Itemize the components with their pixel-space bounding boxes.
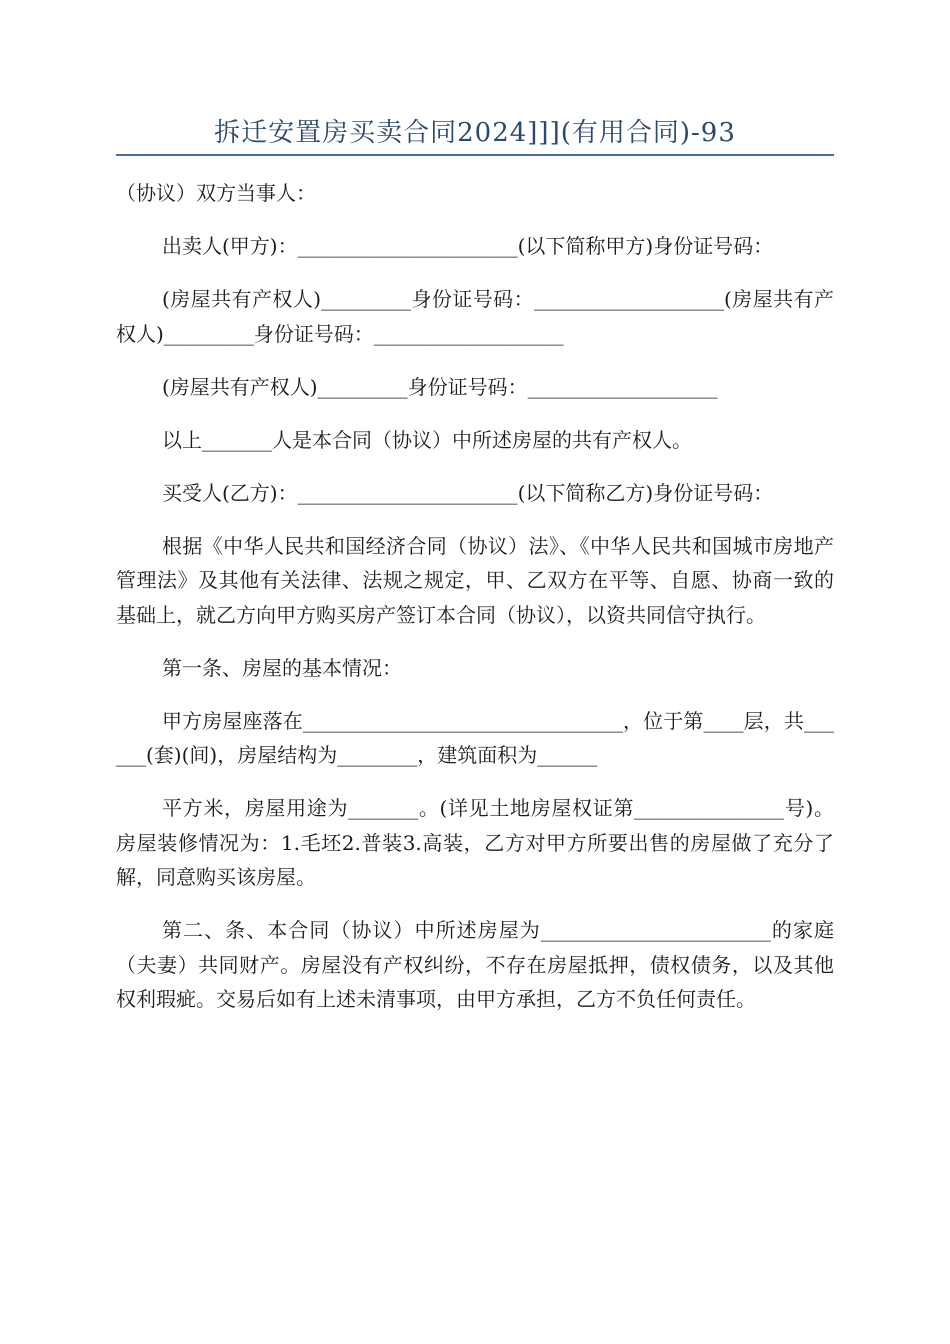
paragraph-co-owners-count: 以上_______人是本合同（协议）中所述房屋的共有产权人。 [162,427,692,452]
title-underline [116,154,834,156]
paragraph-article-2: 第二、条、本合同（协议）中所述房屋为_______________________的家庭（夫妻）共同财产。房屋没有产权纠纷，不存在房屋抵押，债权债务，以及其他权利瑕疵。交易后如有上述未清事项，由甲方承担，乙方不负任何责任。 [116,918,834,1011]
paragraph-house-usage: 平方米，房屋用途为_______。(详见土地房屋权证第_______________号)。房屋装修情况为：1.毛坯2.普装3.高装，乙方对甲方所要出售的房屋做了充分了解，同意购买该房屋。 [116,796,834,889]
paragraph-legal-basis: 根据《中华人民共和国经济合同（协议）法》、《中华人民共和国城市房地产管理法》及其他有关法律、法规之规定，甲、乙双方在平等、自愿、协商一致的基础上，就乙方向甲方购买房产签订本合同（协议），以资共同信守执行。 [116,533,834,627]
paragraph-house-location: 甲方房屋座落在________________________________，位于第____层，共______(套)(间)，房屋结构为________，建筑面积为______ [116,708,834,767]
document-body [116,176,834,1035]
paragraph-parties-heading: （协议）双方当事人： [116,181,316,205]
paragraph-article-1-heading: 第一条、房屋的基本情况： [162,655,402,680]
paragraph-buyer: 买受人(乙方)：______________________(以下简称乙方)身份证号码： [162,480,774,505]
paragraph-seller: 出卖人(甲方)：______________________(以下简称甲方)身份证号码： [162,234,774,258]
document-title: 拆迁安置房买卖合同2024]]](有用合同)-93 [214,118,736,148]
paragraph-co-owners-2: (房屋共有产权人)_________身份证号码：___________________ [162,374,718,399]
paragraph-co-owners-1: (房屋共有产权人)_________身份证号码：___________________(房屋共有产权人)_________身份证号码：___________________ [116,287,834,346]
